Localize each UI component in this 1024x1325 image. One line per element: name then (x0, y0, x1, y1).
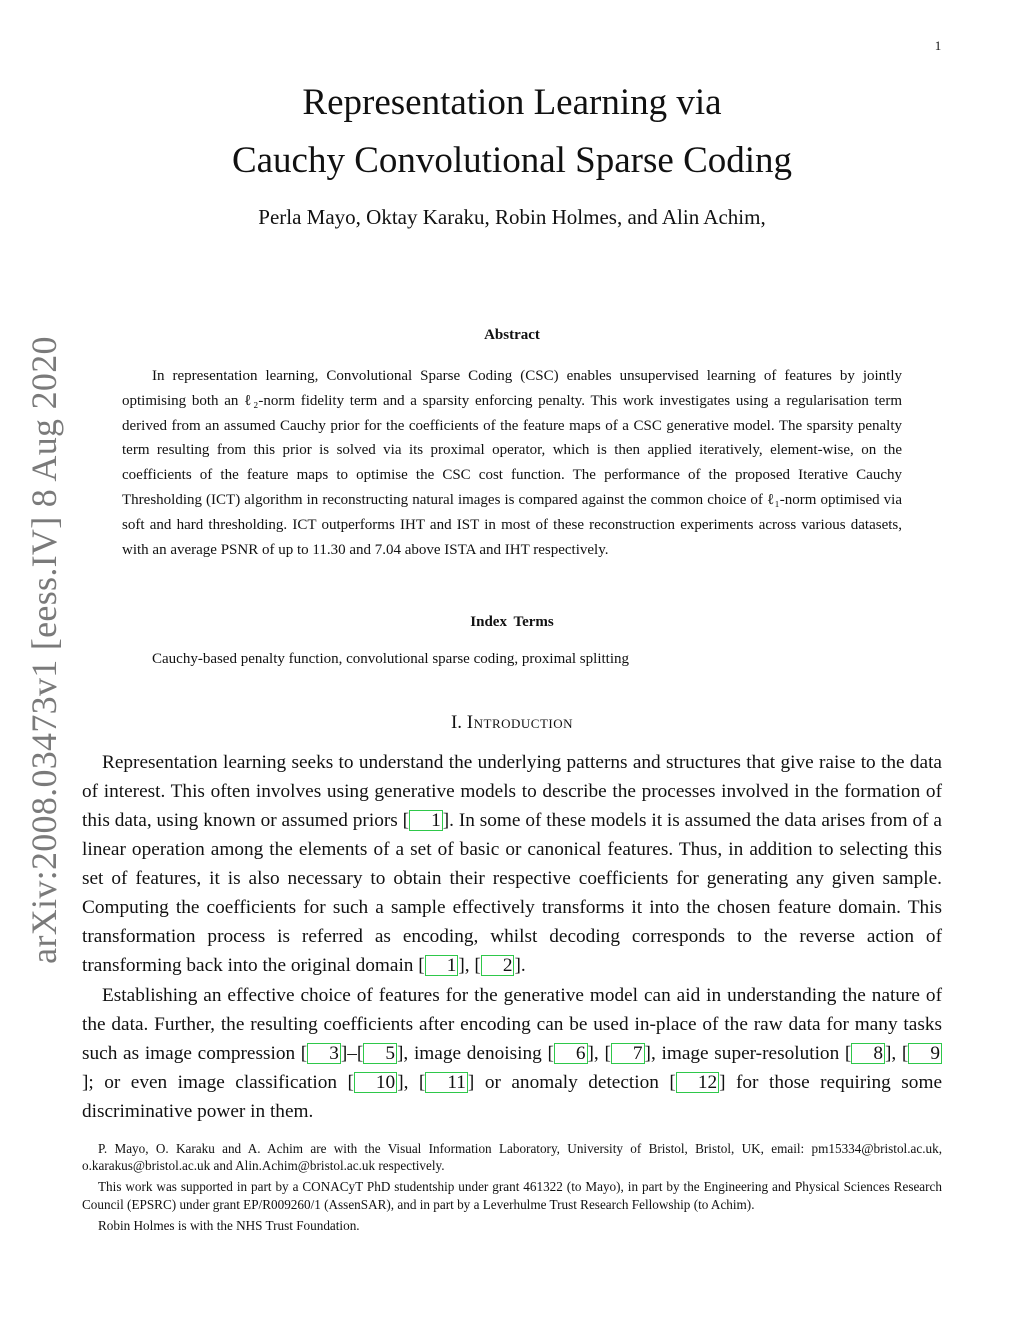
footnote-funding: This work was supported in part by a CONACyT PhD studentship under grant 461322 (to Mayo), in part by the Engineering and Physical Sciences Research Council (EPSRC) under grant EP/R009260/1 (AssenSAR), and in part by a Leverhulme Trust Research Fellowship (to Achim). (82, 1179, 942, 1212)
arxiv-identifier[interactable]: arXiv:2008.03473v1 [eess.IV] 8 Aug 2020 (24, 336, 64, 964)
citation-link[interactable]: 8 (851, 1043, 885, 1064)
intro-paragraph-1 (82, 748, 942, 980)
citation-link[interactable]: 9 (908, 1043, 942, 1064)
citation-link[interactable]: 10 (354, 1072, 397, 1093)
footnotes (82, 1140, 942, 1238)
intro-text: ], image super-resolution [ (644, 1043, 852, 1064)
section-heading-introduction (0, 712, 1024, 734)
introduction-body (82, 748, 942, 1127)
citation-link[interactable]: 12 (676, 1072, 719, 1093)
section-numeral: I. (450, 712, 467, 733)
l2-norm-symbol: ℓ₂ (244, 392, 259, 409)
abstract-text-part-1: In representation learning, Convolutional Sparse Coding (CSC) enables unsupervised learning of features by jointly optimising both an (122, 368, 902, 409)
intro-text: ]; or even image classification [ (82, 1072, 354, 1093)
abstract-heading: Abstract (484, 327, 540, 343)
intro-text: ], [ (587, 1043, 611, 1064)
intro-text: ]. In some of these models it is assumed the data arises from of a linear operation among the elements of a set of basic or canonical features. Thus, in addition to selecting this set of features, it is also necessary to obtain their respective coefficients for generating any given sample. Computing the coefficients for such a sample effectively transforms it into the chosen feature domain. This transformation process is referred as encoding, whilst decoding corresponds to the reverse action of transforming back into the original domain [ (82, 810, 942, 976)
intro-text: Representation learning seeks to understand the underlying patterns and structures that give raise to the data of interest. This often involves using generative models to describe the processes involved in the formation of this data, using known or assumed priors [ (82, 752, 942, 831)
intro-text: Establishing an effective choice of features for the generative model can aid in understanding the nature of the data. Further, the resulting coefficients after encoding can be used in-place of the raw data for many tasks such as image compression [ (82, 985, 942, 1064)
author-list: Perla Mayo, Oktay Karaku, Robin Holmes, and Alin Achim, (258, 205, 766, 229)
abstract-body (122, 364, 902, 562)
paper-title (0, 74, 1024, 190)
intro-text: ]. (514, 955, 526, 976)
citation-link[interactable]: 6 (554, 1043, 588, 1064)
citation-link[interactable]: 5 (363, 1043, 397, 1064)
citation-link[interactable]: 3 (307, 1043, 341, 1064)
footnote-affiliations: P. Mayo, O. Karaku and A. Achim are with the Visual Information Laboratory, University of Bristol, Bristol, UK, email: pm15334@bristol.ac.uk, o.karakus@bristol.ac.uk and Alin.Achim@bristol.ac.uk respectively. (82, 1141, 942, 1174)
abstract-text-part-2: -norm fidelity term and a sparsity enforcing penalty. This work investigates using a regularisation term derived from an assumed Cauchy prior for the coefficients of the feature maps of a CSC generative model. The sparsity penalty term resulting from this prior is solved via its proximal operator, which is then applied iteratively, element-wise, on the coefficients of the feature maps to optimise the CSC cost function. The performance of the proposed Iterative Cauchy Thresholding (ICT) algorithm in reconstructing natural images is compared against the common choice of (122, 392, 903, 508)
l1-norm-symbol: ℓ₁ (767, 491, 780, 508)
citation-link[interactable]: 7 (611, 1043, 645, 1064)
section-title: Introduction (466, 712, 574, 733)
intro-text: ] for those requiring some discriminative power in them. (82, 1072, 942, 1122)
abstract-paragraph (122, 364, 902, 562)
title-line-2: Cauchy Convolutional Sparse Coding (231, 140, 793, 181)
citation-link[interactable]: 1 (409, 810, 443, 831)
intro-text: ], [ (397, 1072, 426, 1093)
page-number: 1 (934, 38, 942, 53)
intro-text: ], [ (884, 1043, 909, 1064)
index-terms-heading: Index Terms (470, 614, 554, 630)
index-terms-text: Cauchy-based penalty function, convolutional sparse coding, proximal splitting (152, 651, 629, 667)
abstract-text-part-3: -norm optimised via soft and hard thresholding. ICT outperforms IHT and IST in most of these reconstruction experiments across various datasets, with an average PSNR of up to 11.30 and 7.04 above ISTA and IHT respectively. (122, 491, 903, 558)
citation-link[interactable]: 11 (425, 1072, 468, 1093)
intro-paragraph-2 (82, 981, 942, 1126)
citation-link[interactable]: 1 (425, 955, 459, 976)
intro-text: ], [ (458, 955, 481, 976)
intro-text: ] or anomaly detection [ (467, 1072, 676, 1093)
title-line-1: Representation Learning via (302, 82, 722, 123)
intro-text: ], image denoising [ (397, 1043, 554, 1064)
intro-text: ]–[ (340, 1043, 364, 1064)
citation-link[interactable]: 2 (481, 955, 515, 976)
footnote-holmes: Robin Holmes is with the NHS Trust Foundation. (98, 1217, 360, 1233)
